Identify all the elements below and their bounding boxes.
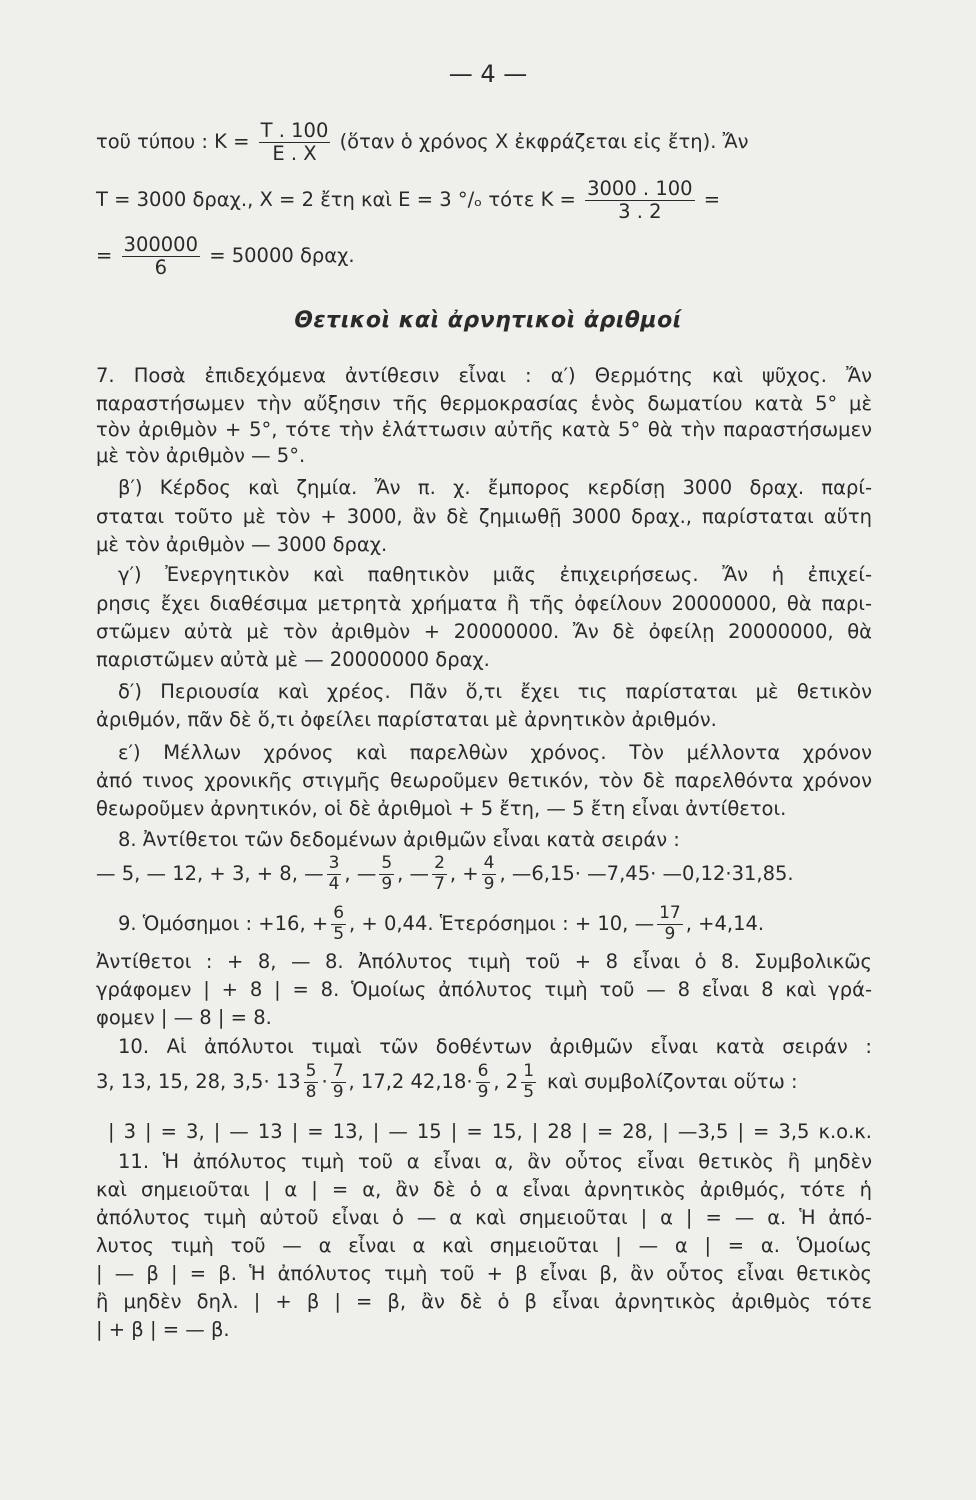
formula-line-3 bbox=[96, 234, 355, 279]
fraction bbox=[432, 854, 447, 893]
fraction-denominator: 9 bbox=[483, 873, 495, 894]
text-line: ἀπόλυτος τιμὴ αὐτοῦ εἶναι ὁ — α καὶ σημειοῦται | α | = — α. Ἡ ἀπό- bbox=[96, 1206, 872, 1229]
opposites-line bbox=[96, 850, 794, 898]
separator: · bbox=[321, 1070, 328, 1094]
fraction-denominator: 9 bbox=[477, 1081, 489, 1102]
absolute-values-start: 3, 13, 15, 28, 3,5· 13 bbox=[96, 1070, 301, 1094]
formula-fraction bbox=[259, 120, 331, 165]
page-number: — 4 — bbox=[448, 60, 528, 88]
formula-line-2-fraction bbox=[585, 178, 694, 223]
fraction bbox=[476, 1062, 491, 1101]
text-line: | + β | = — β. bbox=[96, 1318, 230, 1341]
same-sign-line bbox=[118, 902, 764, 946]
formula-prefix: τοῦ τύπου : Κ = bbox=[96, 129, 250, 153]
opposites-end: , —6,15· —7,45· —0,12·31,85. bbox=[499, 862, 794, 886]
fraction bbox=[482, 854, 497, 893]
fraction bbox=[304, 1062, 319, 1101]
text-line: καὶ σημειοῦται | α | = α, ἂν δὲ ὁ α εἶναι ἀρνητικὸς ἀριθμός, τότε ἡ bbox=[96, 1178, 872, 1201]
text-line: φομεν | — 8 | = 8. bbox=[96, 1006, 272, 1029]
text-line: παριστῶμεν αὐτὰ μὲ — 20000000 δραχ. bbox=[96, 648, 490, 671]
text-line: ρησις ἔχει διαθέσιμα μετρητὰ χρήματα ἢ τῆς ὀφείλουν 20000000, θὰ παρι- bbox=[96, 592, 872, 615]
same-sign-end: , +4,14. bbox=[685, 912, 765, 936]
formula-line-2-equals: = bbox=[703, 187, 721, 211]
fraction-denominator: 9 bbox=[664, 923, 676, 944]
fraction-numerator: 6 bbox=[477, 1061, 489, 1082]
fraction-numerator: 3 bbox=[328, 853, 340, 874]
fraction-denominator: 5 bbox=[333, 923, 345, 944]
text-line: Ἀντίθετοι : + 8, — 8. Ἀπόλυτος τιμὴ τοῦ + 8 εἶναι ὁ 8. Συμβολικῶς bbox=[96, 950, 872, 973]
formula-line-2 bbox=[96, 178, 720, 223]
text-line: 7. Ποσὰ ἐπιδεχόμενα ἀντίθεσιν εἶναι : α′) Θερμότης καὶ ψῦχος. Ἄν bbox=[96, 364, 872, 387]
fraction bbox=[379, 854, 394, 893]
fraction-numerator: 5 bbox=[381, 853, 393, 874]
fraction-numerator: 7 bbox=[332, 1061, 344, 1082]
fraction-numerator: 17 bbox=[659, 903, 681, 924]
text-line: τὸν ἀριθμὸν + 5°, τότε τὴν ἐλάττωσιν αὐτῆς κατὰ 5° θὰ τὴν παραστήσωμεν bbox=[96, 418, 872, 441]
section-title: Θετικοὶ καὶ ἀρνητικοὶ ἀριθμοί bbox=[294, 308, 682, 333]
fraction bbox=[521, 1062, 536, 1101]
text-line: γράφομεν | + 8 | = 8. Ὁμοίως ἀπόλυτος τιμὴ τοῦ — 8 εἶναι 8 καὶ γρά- bbox=[96, 978, 872, 1001]
text-line: 8. Ἀντίθετοι τῶν δεδομένων ἀριθμῶν εἶναι κατὰ σειράν : bbox=[118, 828, 680, 851]
text-line: μὲ τὸν ἀριθμὸν — 5°. bbox=[96, 444, 306, 467]
text-line: β′) Κέρδος καὶ ζημία. Ἄν π. χ. ἔμπορος κερδίσῃ 3000 δραχ. παρί- bbox=[118, 476, 872, 499]
fraction-numerator: 1 bbox=[523, 1061, 535, 1082]
fraction-denominator: 5 bbox=[523, 1081, 535, 1102]
formula-suffix: (ὅταν ὁ χρόνος Χ ἐκφράζεται εἰς ἔτη). Ἄν bbox=[339, 129, 749, 153]
absolute-values-end: καὶ συμβολίζονται οὕτω : bbox=[547, 1070, 798, 1094]
formula-line-3-denominator: 6 bbox=[154, 255, 167, 279]
text-line: παραστήσωμεν τὴν αὔξησιν τῆς θερμοκρασίας ἑνὸς δωματίου κατὰ 5° μὲ bbox=[96, 392, 872, 415]
fraction bbox=[331, 1062, 346, 1101]
text-line: 11. Ἡ ἀπόλυτος τιμὴ τοῦ α εἶναι α, ἂν οὗτος εἶναι θετικὸς ἢ μηδὲν bbox=[118, 1150, 872, 1173]
fraction-denominator: 7 bbox=[434, 873, 445, 894]
fraction bbox=[331, 904, 346, 943]
formula-line-2-text: Τ = 3000 δραχ., Χ = 2 ἔτη καὶ Ε = 3 °/ₒ τότε Κ = bbox=[96, 187, 576, 211]
absolute-values-line bbox=[96, 1058, 798, 1106]
separator: , 2 bbox=[493, 1070, 519, 1094]
fraction-numerator: 5 bbox=[305, 1061, 317, 1082]
fraction-numerator: 4 bbox=[483, 853, 495, 874]
text-line: μὲ τὸν ἀριθμὸν — 3000 δραχ. bbox=[96, 533, 388, 556]
formula-line-2-numerator: 3000 . 100 bbox=[587, 177, 693, 200]
fraction-denominator: 9 bbox=[332, 1081, 344, 1102]
text-line: λυτος τιμὴ τοῦ — α εἶναι α καὶ σημειοῦται | — α | = α. Ὁμοίως bbox=[96, 1234, 872, 1257]
fraction bbox=[327, 854, 342, 893]
text-line: | — β | = β. Ἡ ἀπόλυτος τιμὴ τοῦ + β εἶναι β, ἂν οὗτος εἶναι θετικὸς bbox=[96, 1262, 872, 1285]
text-line: γ′) Ἐνεργητικὸν καὶ παθητικὸν μιᾶς ἐπιχειρήσεως. Ἄν ἡ ἐπιχεί- bbox=[118, 563, 872, 586]
formula-numerator: Τ . 100 bbox=[260, 119, 329, 142]
fraction-numerator: 6 bbox=[333, 903, 345, 924]
text-line: ἀριθμόν, πᾶν δὲ ὅ,τι ὀφείλει παρίσταται μὲ ἀρνητικὸν ἀριθμόν. bbox=[96, 708, 717, 731]
text-line: | 3 | = 3, | — 13 | = 13, | — 15 | = 15, | 28 | = 28, | —3,5 | = 3,5 κ.ο.κ. bbox=[108, 1120, 872, 1143]
text-line: σταται τοῦτο μὲ τὸν + 3000, ἂν δὲ ζημιωθῇ 3000 δραχ., παρίσταται αὕτη bbox=[96, 505, 872, 528]
formula-line-3-equals: = bbox=[96, 243, 113, 267]
fraction-denominator: 9 bbox=[381, 873, 393, 894]
fraction-numerator: 2 bbox=[434, 853, 445, 874]
text-line: στῶμεν αὐτὰ μὲ τὸν ἀριθμὸν + 20000000. Ἄν δὲ ὀφείλῃ 20000000, θὰ bbox=[96, 620, 872, 643]
same-sign-start: 9. Ὁμόσημοι : +16, + bbox=[118, 912, 329, 936]
separator: , — bbox=[397, 862, 430, 886]
text-line: ε′) Μέλλων χρόνος καὶ παρελθὼν χρόνος. Τὸν μέλλοντα χρόνον bbox=[118, 741, 872, 764]
separator: , — bbox=[344, 862, 377, 886]
text-line: θεωροῦμεν ἀρνητικόν, οἱ δὲ ἀριθμοὶ + 5 ἔτη, — 5 ἔτη εἶναι ἀντίθετοι. bbox=[96, 797, 787, 820]
text-line: 10. Αἱ ἀπόλυτοι τιμαὶ τῶν δοθέντων ἀριθμῶν εἶναι κατὰ σειράν : bbox=[118, 1035, 872, 1058]
text-line: ἀπό τινος χρονικῆς στιγμῆς θεωροῦμεν θετικόν, τὸν δὲ παρελθόντα χρόνον bbox=[96, 769, 872, 792]
formula-line-3-fraction bbox=[122, 234, 200, 279]
fraction-denominator: 4 bbox=[328, 873, 340, 894]
same-sign-middle: , + 0,44. Ἑτερόσημοι : + 10, — bbox=[349, 912, 655, 936]
formula-line-3-result: = 50000 δραχ. bbox=[209, 243, 355, 267]
text-line: δ′) Περιουσία καὶ χρέος. Πᾶν ὅ,τι ἔχει τις παρίσταται μὲ θετικὸν bbox=[118, 680, 872, 703]
formula-line-1 bbox=[96, 120, 749, 165]
text-line: ἢ μηδὲν δηλ. | + β | = β, ἂν δὲ ὁ β εἶναι ἀρνητικὸς ἀριθμὸς τότε bbox=[96, 1290, 872, 1313]
formula-line-3-numerator: 300000 bbox=[123, 233, 198, 256]
separator: , + bbox=[449, 862, 479, 886]
fraction bbox=[657, 904, 683, 943]
fraction-denominator: 8 bbox=[305, 1081, 317, 1102]
formula-denominator: Ε . Χ bbox=[272, 141, 317, 165]
absolute-values-middle: , 17,2 42,18· bbox=[348, 1070, 473, 1094]
formula-line-2-denominator: 3 . 2 bbox=[618, 199, 662, 223]
opposites-start: — 5, — 12, + 3, + 8, — bbox=[96, 862, 324, 886]
